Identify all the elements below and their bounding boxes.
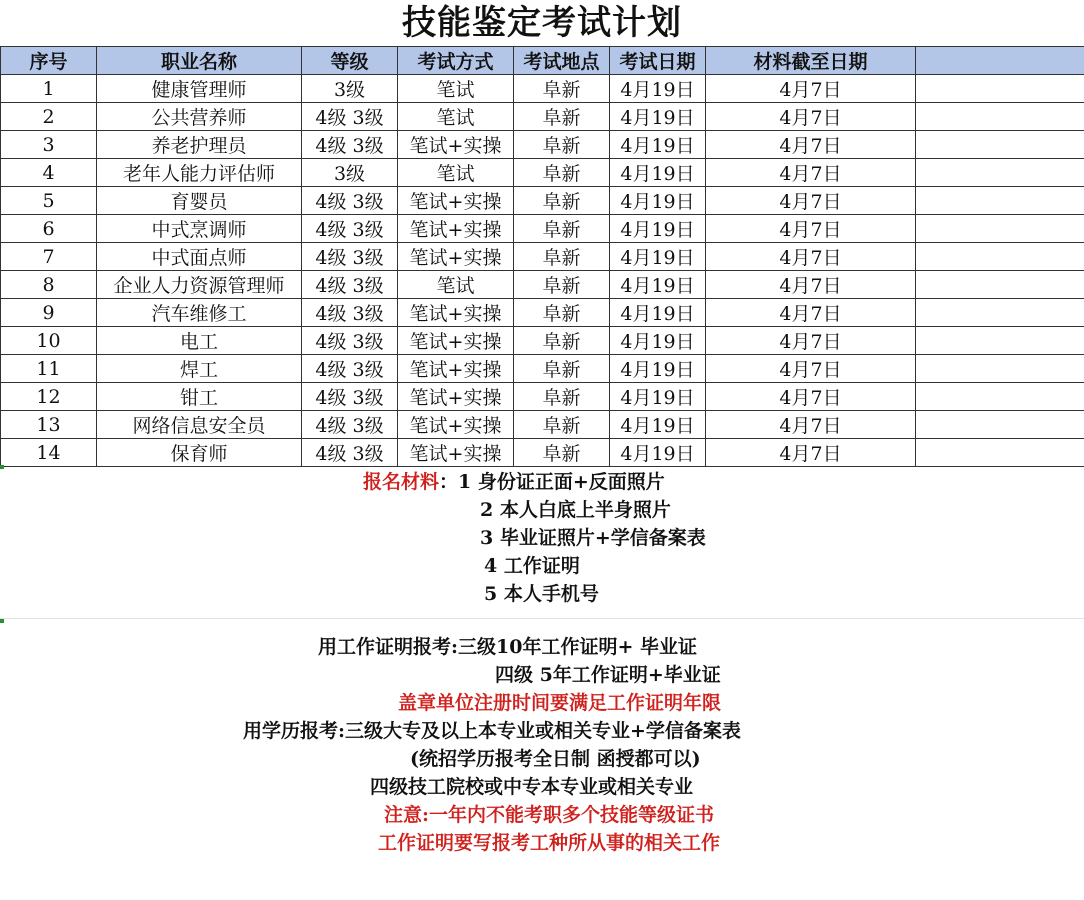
table-row bbox=[1, 187, 1084, 215]
cell-occupation: 健康管理师 bbox=[97, 75, 302, 103]
table-header-row bbox=[1, 47, 1084, 75]
cell-index: 3 bbox=[1, 131, 97, 159]
cell-empty bbox=[916, 243, 1084, 271]
cell-empty bbox=[916, 215, 1084, 243]
cell-exam-method: 笔试 bbox=[398, 103, 514, 131]
cell-occupation: 焊工 bbox=[97, 355, 302, 383]
cell-exam-method: 笔试+实操 bbox=[398, 355, 514, 383]
cell-material-deadline: 4月7日 bbox=[706, 103, 916, 131]
cell-level: 3级 bbox=[302, 159, 398, 187]
table-row bbox=[1, 243, 1084, 271]
cell-material-deadline: 4月7日 bbox=[706, 215, 916, 243]
materials-line-1 bbox=[363, 469, 665, 495]
cell-exam-location: 阜新 bbox=[514, 327, 610, 355]
cell-material-deadline: 4月7日 bbox=[706, 439, 916, 467]
table-row bbox=[1, 271, 1084, 299]
requirement-line-4: 用学历报考:三级大专及以上本专业或相关专业+学信备案表 bbox=[243, 720, 741, 742]
cell-index: 8 bbox=[1, 271, 97, 299]
cell-index: 13 bbox=[1, 411, 97, 439]
cell-level: 4级 3级 bbox=[302, 103, 398, 131]
requirement-line-8: 工作证明要写报考工种所从事的相关工作 bbox=[378, 832, 721, 854]
table-row bbox=[1, 131, 1084, 159]
cell-index: 5 bbox=[1, 187, 97, 215]
cell-index: 10 bbox=[1, 327, 97, 355]
marker-dot bbox=[0, 465, 4, 469]
cell-level: 4级 3级 bbox=[302, 187, 398, 215]
cell-level: 4级 3级 bbox=[302, 383, 398, 411]
cell-exam-location: 阜新 bbox=[514, 299, 610, 327]
cell-occupation: 中式面点师 bbox=[97, 243, 302, 271]
cell-exam-location: 阜新 bbox=[514, 243, 610, 271]
cell-exam-date: 4月19日 bbox=[610, 299, 706, 327]
cell-exam-method: 笔试+实操 bbox=[398, 243, 514, 271]
requirement-line-3: 盖章单位注册时间要满足工作证明年限 bbox=[398, 692, 722, 714]
cell-empty bbox=[916, 131, 1084, 159]
header-occupation: 职业名称 bbox=[97, 47, 302, 75]
cell-index: 9 bbox=[1, 299, 97, 327]
cell-exam-method: 笔试+实操 bbox=[398, 411, 514, 439]
table-row bbox=[1, 75, 1084, 103]
cell-exam-method: 笔试+实操 bbox=[398, 383, 514, 411]
cell-occupation: 老年人能力评估师 bbox=[97, 159, 302, 187]
cell-empty bbox=[916, 383, 1084, 411]
cell-occupation: 网络信息安全员 bbox=[97, 411, 302, 439]
header-exam-date: 考试日期 bbox=[610, 47, 706, 75]
cell-empty bbox=[916, 271, 1084, 299]
cell-index: 6 bbox=[1, 215, 97, 243]
cell-level: 4级 3级 bbox=[302, 215, 398, 243]
cell-material-deadline: 4月7日 bbox=[706, 327, 916, 355]
cell-occupation: 钳工 bbox=[97, 383, 302, 411]
cell-exam-date: 4月19日 bbox=[610, 411, 706, 439]
cell-exam-location: 阜新 bbox=[514, 355, 610, 383]
table-row bbox=[1, 215, 1084, 243]
requirement-line-5: (统招学历报考全日制 函授都可以) bbox=[410, 748, 701, 770]
cell-level: 4级 3级 bbox=[302, 327, 398, 355]
cell-exam-method: 笔试 bbox=[398, 75, 514, 103]
cell-exam-date: 4月19日 bbox=[610, 439, 706, 467]
cell-material-deadline: 4月7日 bbox=[706, 355, 916, 383]
cell-index: 12 bbox=[1, 383, 97, 411]
cell-exam-method: 笔试+实操 bbox=[398, 131, 514, 159]
cell-level: 4级 3级 bbox=[302, 271, 398, 299]
cell-exam-location: 阜新 bbox=[514, 439, 610, 467]
cell-index: 11 bbox=[1, 355, 97, 383]
cell-level: 4级 3级 bbox=[302, 355, 398, 383]
cell-occupation: 电工 bbox=[97, 327, 302, 355]
cell-exam-date: 4月19日 bbox=[610, 215, 706, 243]
cell-exam-location: 阜新 bbox=[514, 187, 610, 215]
cell-occupation: 公共营养师 bbox=[97, 103, 302, 131]
table-row bbox=[1, 383, 1084, 411]
cell-exam-location: 阜新 bbox=[514, 103, 610, 131]
cell-empty bbox=[916, 159, 1084, 187]
cell-material-deadline: 4月7日 bbox=[706, 75, 916, 103]
cell-occupation: 中式烹调师 bbox=[97, 215, 302, 243]
cell-exam-date: 4月19日 bbox=[610, 355, 706, 383]
cell-material-deadline: 4月7日 bbox=[706, 187, 916, 215]
table-row bbox=[1, 299, 1084, 327]
cell-exam-location: 阜新 bbox=[514, 75, 610, 103]
cell-occupation: 育婴员 bbox=[97, 187, 302, 215]
table-row bbox=[1, 327, 1084, 355]
cell-material-deadline: 4月7日 bbox=[706, 243, 916, 271]
cell-exam-location: 阜新 bbox=[514, 411, 610, 439]
cell-exam-date: 4月19日 bbox=[610, 327, 706, 355]
cell-level: 4级 3级 bbox=[302, 299, 398, 327]
requirement-line-7: 注意:一年内不能考职多个技能等级证书 bbox=[384, 804, 715, 826]
cell-exam-method: 笔试 bbox=[398, 271, 514, 299]
cell-empty bbox=[916, 187, 1084, 215]
cell-exam-location: 阜新 bbox=[514, 383, 610, 411]
cell-empty bbox=[916, 75, 1084, 103]
materials-label: 报名材料 bbox=[363, 471, 440, 493]
cell-exam-method: 笔试+实操 bbox=[398, 439, 514, 467]
cell-exam-location: 阜新 bbox=[514, 215, 610, 243]
materials-item-3: 3 毕业证照片+学信备案表 bbox=[480, 527, 706, 549]
materials-item-1: 1 身份证正面+反面照片 bbox=[458, 471, 665, 493]
cell-exam-date: 4月19日 bbox=[610, 131, 706, 159]
cell-exam-date: 4月19日 bbox=[610, 103, 706, 131]
requirement-line-2: 四级 5年工作证明+毕业证 bbox=[495, 664, 721, 686]
cell-exam-method: 笔试+实操 bbox=[398, 327, 514, 355]
cell-material-deadline: 4月7日 bbox=[706, 411, 916, 439]
marker-dot bbox=[0, 619, 4, 623]
cell-occupation: 汽车维修工 bbox=[97, 299, 302, 327]
cell-exam-location: 阜新 bbox=[514, 131, 610, 159]
cell-material-deadline: 4月7日 bbox=[706, 383, 916, 411]
header-index: 序号 bbox=[1, 47, 97, 75]
header-exam-location: 考试地点 bbox=[514, 47, 610, 75]
cell-exam-date: 4月19日 bbox=[610, 159, 706, 187]
table-row bbox=[1, 439, 1084, 467]
header-level: 等级 bbox=[302, 47, 398, 75]
materials-colon: ： bbox=[439, 471, 459, 493]
exam-plan-table bbox=[0, 46, 1084, 467]
header-exam-method: 考试方式 bbox=[398, 47, 514, 75]
cell-exam-date: 4月19日 bbox=[610, 187, 706, 215]
cell-index: 2 bbox=[1, 103, 97, 131]
cell-level: 4级 3级 bbox=[302, 131, 398, 159]
cell-exam-date: 4月19日 bbox=[610, 383, 706, 411]
requirement-line-6: 四级技工院校或中专本专业或相关专业 bbox=[370, 776, 694, 798]
cell-exam-method: 笔试 bbox=[398, 159, 514, 187]
cell-empty bbox=[916, 299, 1084, 327]
table-row bbox=[1, 411, 1084, 439]
page-title: 技能鉴定考试计划 bbox=[0, 0, 1084, 47]
cell-empty bbox=[916, 103, 1084, 131]
cell-exam-date: 4月19日 bbox=[610, 243, 706, 271]
cell-material-deadline: 4月7日 bbox=[706, 159, 916, 187]
materials-item-2: 2 本人白底上半身照片 bbox=[480, 499, 671, 521]
cell-index: 14 bbox=[1, 439, 97, 467]
cell-occupation: 企业人力资源管理师 bbox=[97, 271, 302, 299]
cell-level: 4级 3级 bbox=[302, 243, 398, 271]
cell-level: 3级 bbox=[302, 75, 398, 103]
cell-material-deadline: 4月7日 bbox=[706, 131, 916, 159]
table-body bbox=[1, 75, 1084, 467]
cell-index: 1 bbox=[1, 75, 97, 103]
cell-exam-method: 笔试+实操 bbox=[398, 187, 514, 215]
cell-empty bbox=[916, 439, 1084, 467]
cell-empty bbox=[916, 355, 1084, 383]
cell-exam-date: 4月19日 bbox=[610, 75, 706, 103]
cell-level: 4级 3级 bbox=[302, 439, 398, 467]
cell-exam-location: 阜新 bbox=[514, 159, 610, 187]
cell-index: 7 bbox=[1, 243, 97, 271]
cell-material-deadline: 4月7日 bbox=[706, 271, 916, 299]
table-row bbox=[1, 355, 1084, 383]
cell-empty bbox=[916, 327, 1084, 355]
cell-exam-location: 阜新 bbox=[514, 271, 610, 299]
cell-occupation: 养老护理员 bbox=[97, 131, 302, 159]
cell-empty bbox=[916, 411, 1084, 439]
cell-material-deadline: 4月7日 bbox=[706, 299, 916, 327]
materials-item-5: 5 本人手机号 bbox=[484, 583, 599, 605]
table-row bbox=[1, 103, 1084, 131]
cell-index: 4 bbox=[1, 159, 97, 187]
requirement-line-1: 用工作证明报考:三级10年工作证明+ 毕业证 bbox=[318, 636, 697, 658]
header-empty bbox=[916, 47, 1084, 75]
header-material-deadline: 材料截至日期 bbox=[706, 47, 916, 75]
cell-exam-method: 笔试+实操 bbox=[398, 299, 514, 327]
cell-exam-date: 4月19日 bbox=[610, 271, 706, 299]
table-row bbox=[1, 159, 1084, 187]
cell-occupation: 保育师 bbox=[97, 439, 302, 467]
cell-level: 4级 3级 bbox=[302, 411, 398, 439]
materials-item-4: 4 工作证明 bbox=[484, 555, 580, 577]
section-divider bbox=[0, 618, 1084, 619]
cell-exam-method: 笔试+实操 bbox=[398, 215, 514, 243]
